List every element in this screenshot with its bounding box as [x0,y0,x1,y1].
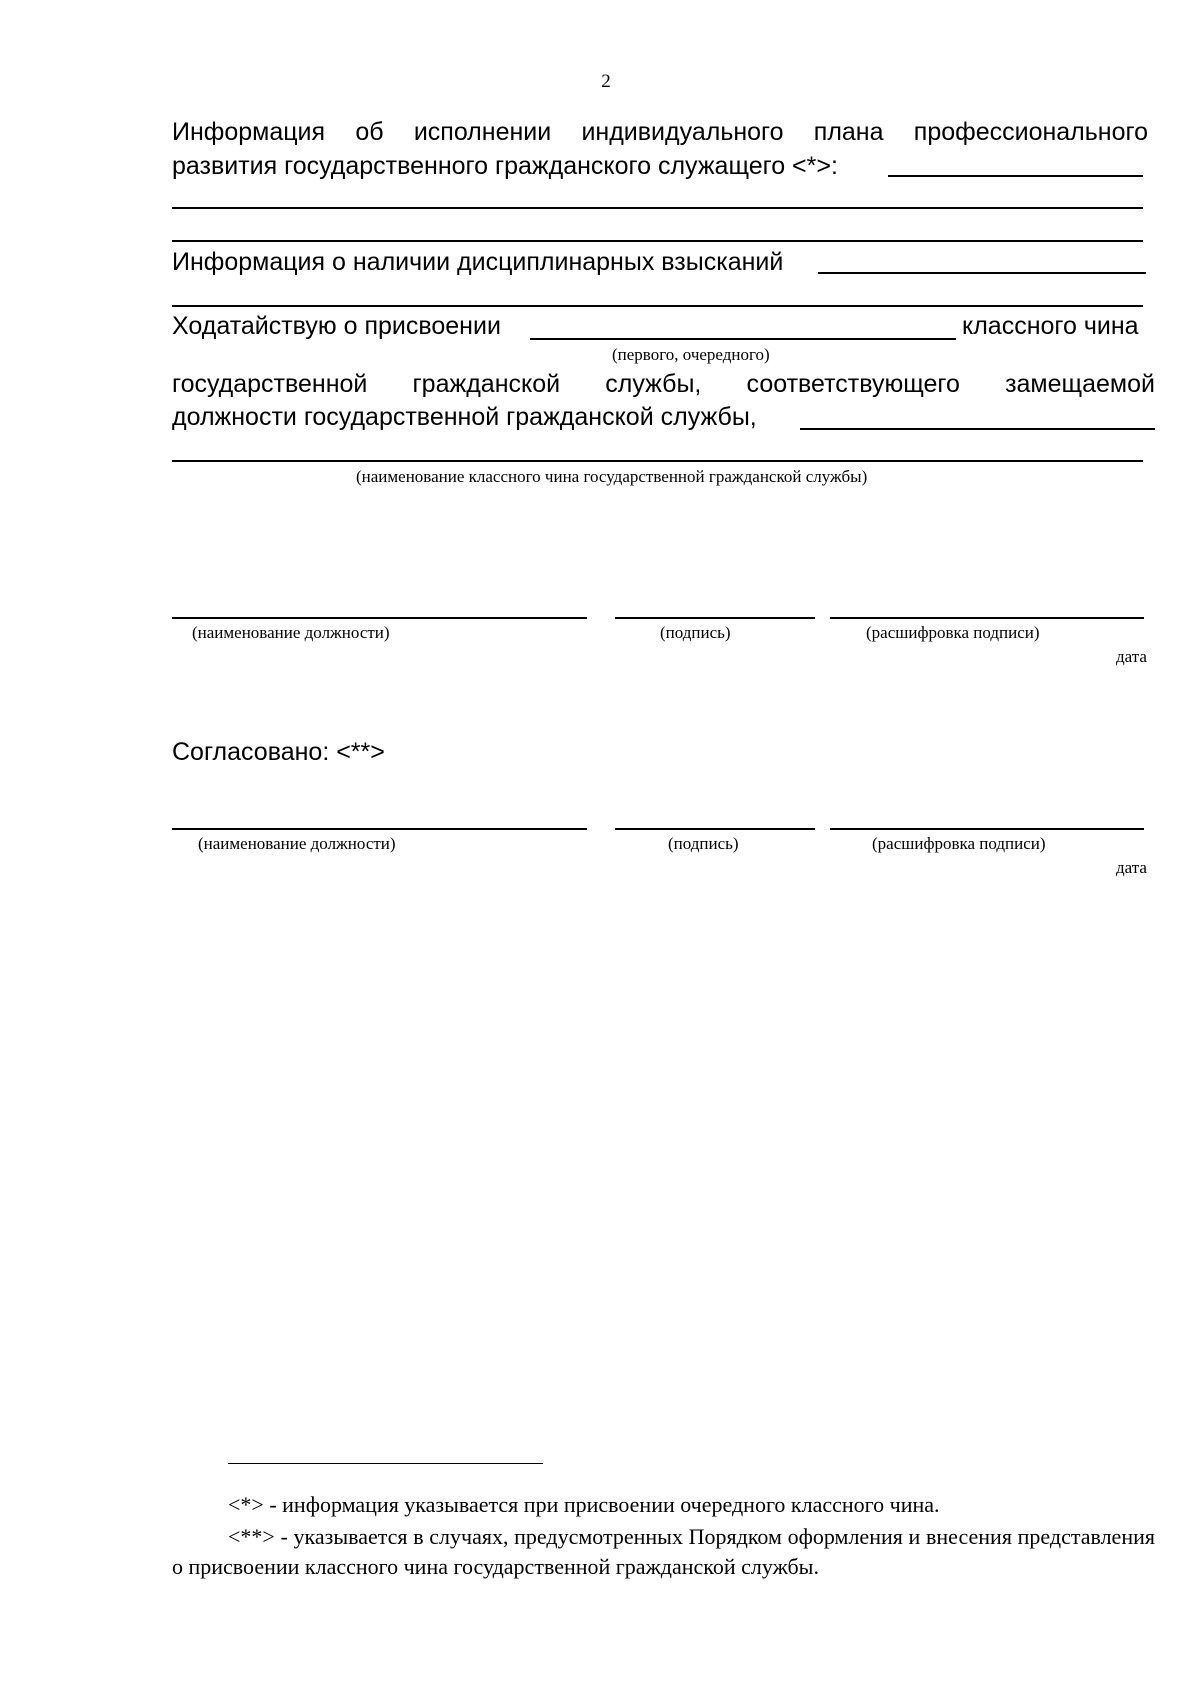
disciplinary-label: Информация о наличии дисциплинарных взысканий [172,248,784,276]
agreed-signature-line[interactable] [615,828,815,830]
agreed-position-label: (наименование должности) [198,834,396,853]
page-number: 2 [601,71,611,92]
footnote-2: <**> - указывается в случаях, предусмотренных Порядком оформления и внесения представления о присвоении классного чина государственной гражданской службы. [172,1524,1155,1579]
petition-word: государственной [172,370,368,398]
petition-rank-hint: (наименование классного чина государственной гражданской службы) [356,467,868,486]
signature-decoding-line[interactable] [830,617,1144,619]
plan-info-line-2: развития государственного гражданского служащего <*>: [172,152,838,180]
disciplinary-fill-line[interactable] [172,305,1143,307]
plan-info-line-1 [172,116,1148,148]
petition-rank-fill-line[interactable] [800,428,1155,430]
petition-line-4: должности государственной гражданской службы, [172,403,757,431]
petition-word: соответствующего [746,370,960,398]
petition-rank-fill-line[interactable] [172,460,1143,462]
disciplinary-fill-line[interactable] [818,272,1146,274]
agreed-heading: Согласовано: <**> [172,738,385,766]
plan-info-fill-line[interactable] [172,240,1143,242]
plan-info-word: об [355,118,384,146]
signature-label: (подпись) [660,623,731,642]
petition-line-3 [172,368,1155,400]
petition-word: замещаемой [1005,370,1155,398]
plan-info-word: исполнении [413,118,552,146]
petition-hint: (первого, очередного) [612,345,770,364]
petition-start: Ходатайствую о присвоении [172,312,501,340]
agreed-signature-decoding-label: (расшифровка подписи) [872,834,1046,853]
petition-word: гражданской [412,370,561,398]
petition-word: службы, [605,370,702,398]
signature-line[interactable] [615,617,815,619]
plan-info-word: индивидуального [581,118,784,146]
date-label: дата [1116,647,1147,666]
plan-info-word: Информация [172,118,326,146]
petition-rank-type-line[interactable] [530,338,956,340]
agreed-signature-label: (подпись) [668,834,739,853]
position-line[interactable] [172,617,587,619]
plan-info-word: профессионального [913,118,1148,146]
signature-decoding-label: (расшифровка подписи) [866,623,1040,642]
footnote-1: <*> - информация указывается при присвоении очередного классного чина. [228,1492,940,1517]
petition-end: классного чина [962,312,1139,340]
footnote-separator [228,1463,543,1464]
plan-info-word: плана [813,118,884,146]
agreed-signature-decoding-line[interactable] [830,828,1144,830]
agreed-date-label: дата [1116,858,1147,877]
plan-info-fill-line[interactable] [888,175,1143,177]
agreed-position-line[interactable] [172,828,587,830]
position-label: (наименование должности) [192,623,390,642]
plan-info-fill-line[interactable] [172,207,1143,209]
